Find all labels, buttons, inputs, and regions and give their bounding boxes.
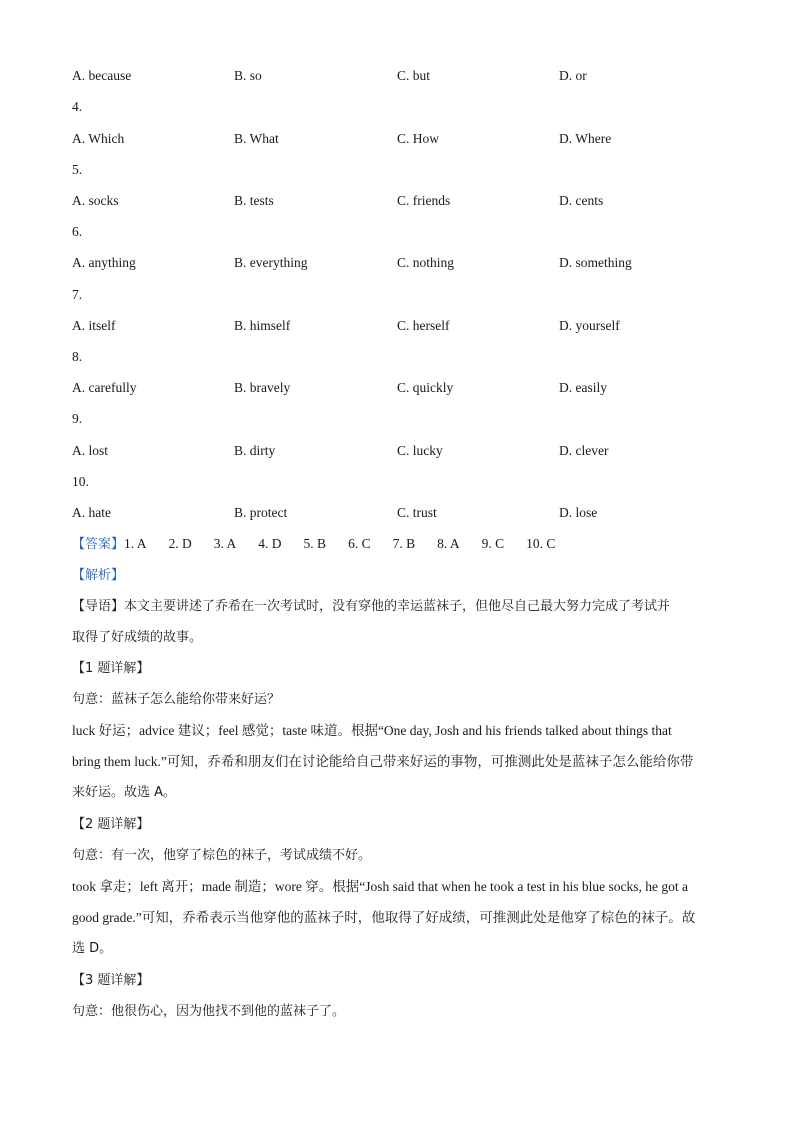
q2-line: 选 D。: [72, 941, 113, 956]
answer-item: 7. B: [392, 536, 416, 551]
answer-item: 8. A: [437, 536, 460, 551]
option-d: D. cents: [559, 193, 604, 208]
option-b: B. bravely: [234, 380, 291, 395]
q2-line: took 拿走；left 离开；made 制造；wore 穿。根据“Josh said that when he took a test in his blue socks, he got a: [72, 879, 689, 894]
option-c: C. friends: [397, 193, 451, 208]
option-b: B. himself: [234, 318, 291, 333]
analysis-label: 【解析】: [72, 568, 125, 583]
answer-item: 4. D: [258, 536, 282, 551]
q2-meaning: 句意：有一次，他穿了棕色的袜子，考试成绩不好。: [72, 848, 372, 863]
q2-line: good grade.”可知，乔希表示当他穿他的蓝袜子时，他取得了好成绩，可推测此处是他穿了棕色的袜子。故: [72, 910, 696, 925]
option-b: B. What: [234, 131, 279, 146]
q1-explanation: [72, 684, 722, 808]
option-d: D. clever: [559, 443, 609, 458]
option-c: C. quickly: [397, 380, 454, 395]
option-b: B. protect: [234, 505, 288, 520]
option-c: C. but: [397, 68, 431, 83]
answer-item: 2. D: [168, 536, 192, 551]
option-c: C. lucky: [397, 443, 443, 458]
question-9-options: [72, 441, 732, 461]
option-b: B. so: [234, 68, 262, 83]
option-d: D. Where: [559, 131, 612, 146]
option-a: A. carefully: [72, 380, 137, 395]
option-c: C. nothing: [397, 255, 455, 270]
option-d: D. or: [559, 68, 587, 83]
q1-meaning: 句意：蓝袜子怎么能给你带来好运？: [72, 692, 281, 707]
intro-line: 取得了好成绩的故事。: [72, 630, 203, 645]
answer-item: 6. C: [348, 536, 371, 551]
question-3-options: [72, 66, 732, 86]
option-d: D. lose: [559, 505, 598, 520]
option-b: B. dirty: [234, 443, 276, 458]
option-d: D. something: [559, 255, 632, 270]
question-number: 6.: [72, 224, 83, 239]
option-c: C. trust: [397, 505, 437, 520]
option-a: A. itself: [72, 318, 116, 333]
question-number: 4.: [72, 99, 83, 114]
question-number: 8.: [72, 349, 83, 364]
option-a: A. Which: [72, 131, 125, 146]
question-number: 5.: [72, 162, 83, 177]
intro-paragraph: [72, 591, 722, 653]
option-d: D. yourself: [559, 318, 620, 333]
question-7-options: [72, 316, 732, 336]
answer-key: [72, 534, 577, 554]
question-number: 7.: [72, 287, 83, 302]
q2-explanation: [72, 840, 722, 964]
question-4-options: [72, 129, 732, 149]
intro-line: 【导语】本文主要讲述了乔希在一次考试时，没有穿他的幸运蓝袜子，但他尽自己最大努力完成了考试并: [72, 599, 671, 614]
q1-line: luck 好运；advice 建议；feel 感觉；taste 味道。根据“One day, Josh and his friends talked about things that: [72, 723, 672, 738]
answer-item: 3. A: [213, 536, 237, 551]
question-8-options: [72, 378, 732, 398]
option-a: A. because: [72, 68, 132, 83]
answer-item: 9. C: [481, 536, 505, 551]
option-d: D. easily: [559, 380, 607, 395]
question-6-options: [72, 253, 732, 273]
answer-item: 10. C: [526, 536, 556, 551]
answer-item: 5. B: [303, 536, 327, 551]
q1-heading: 【1 题详解】: [72, 661, 150, 676]
q2-heading: 【2 题详解】: [72, 817, 150, 832]
question-10-options: [72, 503, 732, 523]
option-a: A. anything: [72, 255, 136, 270]
answer-label: 【答案】: [72, 537, 125, 552]
option-b: B. tests: [234, 193, 274, 208]
option-a: A. lost: [72, 443, 109, 458]
q3-heading: 【3 题详解】: [72, 973, 150, 988]
question-number: 10.: [72, 474, 89, 489]
q3-meaning: 句意：他很伤心，因为他找不到他的蓝袜子了。: [72, 1004, 346, 1019]
option-a: A. socks: [72, 193, 119, 208]
option-b: B. everything: [234, 255, 308, 270]
option-c: C. How: [397, 131, 440, 146]
question-number: 9.: [72, 411, 83, 426]
q3-explanation: [72, 996, 722, 1027]
answer-item: 1. A: [124, 536, 147, 551]
option-a: A. hate: [72, 505, 111, 520]
q1-line: bring them luck.”可知，乔希和朋友们在讨论能给自己带来好运的事物，可推测此处是蓝袜子怎么能给你带: [72, 754, 694, 769]
option-c: C. herself: [397, 318, 450, 333]
question-5-options: [72, 191, 732, 211]
q1-line: 来好运。故选 A。: [72, 785, 177, 800]
